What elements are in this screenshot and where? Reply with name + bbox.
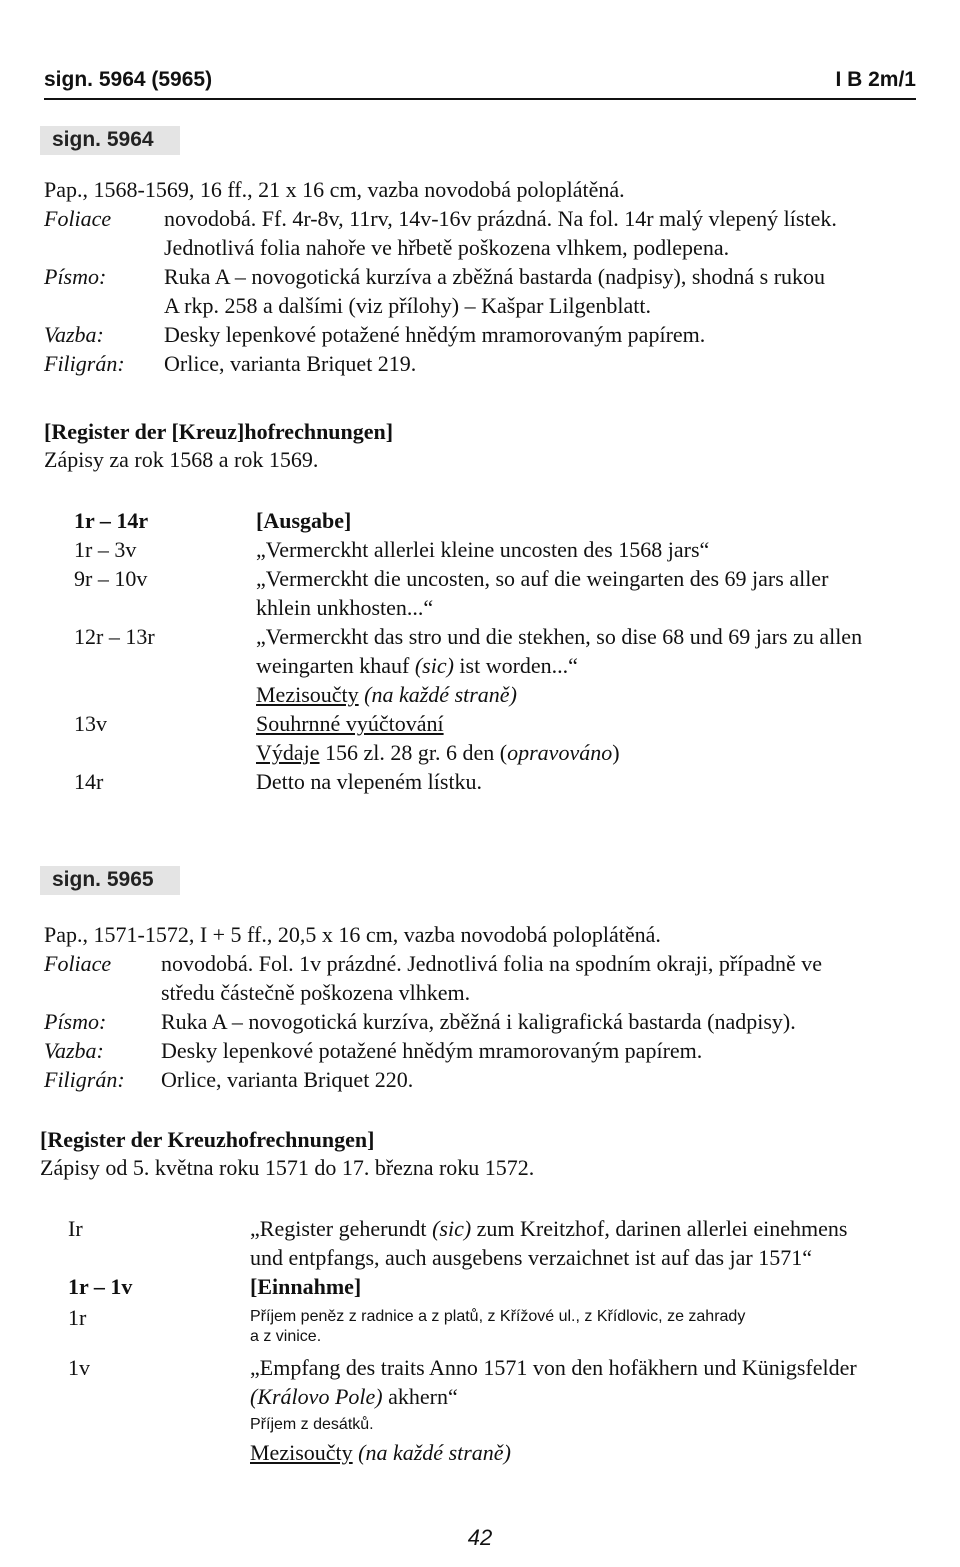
sic-note: (sic): [432, 1216, 472, 1241]
entry-row: [68, 1272, 960, 1301]
pismo-row: [44, 1007, 924, 1036]
expenses-amount: 156 zl. 28 gr. 6 den (: [319, 740, 508, 765]
entry-text: [250, 1214, 960, 1243]
filigran-row: [44, 349, 924, 378]
folio-range: 9r – 10v: [74, 566, 148, 591]
entry-row: [74, 506, 960, 535]
entry-text: Detto na vlepeném lístku.: [256, 769, 483, 794]
header-signature: sign. 5964 (5965): [44, 68, 213, 91]
subtotals-line: [256, 680, 960, 709]
entry-text: Příjem peněz z radnice a z platů, z Křížové ul., z Křídlovic, ze zahrady: [250, 1308, 746, 1325]
folio-range: 14r: [74, 769, 104, 794]
register-heading-5965: [40, 1126, 920, 1182]
foliace-text-1: novodobá. Fol. 1v prázdné. Jednotlivá folia na spodním okraji, případně ve: [161, 951, 823, 976]
place-note: (Královo Pole): [250, 1384, 383, 1409]
entry-text: „Vermerckht die uncosten, so auf die weingarten des 69 jars aller: [256, 566, 829, 591]
filigran-text: Orlice, varianta Briquet 220.: [161, 1067, 414, 1092]
vazba-text: Desky lepenkové potažené hnědým mramorovaným papírem.: [164, 322, 706, 347]
register-title: [Register der [Kreuz]hofrechnungen]: [44, 419, 394, 444]
physical-description: Pap., 1571-1572, I + 5 ff., 20,5 x 16 cm, vazba novodobá poloplátěná.: [44, 922, 661, 947]
pismo-label: Písmo:: [44, 1009, 107, 1034]
entry-row: [68, 1214, 960, 1272]
folio-range: 1r – 1v: [68, 1274, 133, 1299]
filigran-label: Filigrán:: [44, 1067, 125, 1092]
filigran-label: Filigrán:: [44, 351, 125, 376]
entry-text: [250, 1382, 960, 1411]
entry-row: [74, 767, 960, 796]
entry-text: khlein unkhosten...“: [256, 595, 434, 620]
entry-text-part: „Register geherundt: [250, 1216, 433, 1241]
foliace-text-2: středu částečně poškozena vlhkem.: [161, 980, 471, 1005]
header-shelfmark: I B 2m/1: [835, 68, 916, 91]
register-subtitle: Zápisy za rok 1568 a rok 1569.: [44, 447, 319, 472]
foliace-row: [44, 204, 924, 262]
entries-5964: [74, 506, 960, 796]
entry-row: [74, 709, 960, 767]
filigran-row: [44, 1065, 924, 1094]
pismo-text-1: Ruka A – novogotická kurzíva a zběžná bastarda (nadpisy), shodná s rukou: [164, 264, 826, 289]
entry-text: und entpfangs, auch ausgebens verzaichnet ist auf das jar 1571“: [250, 1245, 813, 1270]
entry-text-part: akhern“: [382, 1384, 458, 1409]
folio-range: 1v: [68, 1355, 90, 1380]
expenses-label: Výdaje: [256, 740, 320, 765]
entry-row: [68, 1353, 960, 1467]
entry-text: „Empfang des traits Anno 1571 von den hofäkhern und Künigsfelder: [250, 1355, 857, 1380]
section-tag-5964: sign. 5964: [40, 126, 180, 155]
folio-range: 12r – 13r: [74, 624, 155, 649]
entry-text: „Vermerckht allerlei kleine uncosten des 1568 jars“: [256, 537, 710, 562]
subtotals-note: (na každé straně): [352, 1440, 511, 1465]
foliace-label: Foliace: [44, 206, 112, 231]
entry-row: [74, 535, 960, 564]
register-heading-5964: [44, 418, 924, 474]
subtotals-label: Mezisoučty: [256, 682, 359, 707]
entry-text: Příjem z desátků.: [250, 1416, 374, 1433]
folio-range: Ir: [68, 1216, 83, 1241]
section-tag-5965: sign. 5965: [40, 866, 180, 895]
vazba-row: [44, 320, 924, 349]
pismo-text: Ruka A – novogotická kurzíva, zběžná i kaligrafická bastarda (nadpisy).: [161, 1009, 796, 1034]
filigran-text: Orlice, varianta Briquet 219.: [164, 351, 417, 376]
entry-text: [256, 651, 960, 680]
folio-range: 13v: [74, 711, 107, 736]
entry-text-part: ist worden...“: [453, 653, 578, 678]
foliace-text-1: novodobá. Ff. 4r-8v, 11rv, 14v-16v prázdná. Na fol. 14r malý vlepený lístek.: [164, 206, 837, 231]
register-subtitle: Zápisy od 5. května roku 1571 do 17. března roku 1572.: [40, 1155, 535, 1180]
pismo-text-2: A rkp. 258 a dalšími (viz přílohy) – Kašpar Lilgenblatt.: [164, 293, 651, 318]
subtotals-line: [250, 1438, 960, 1467]
summary-heading: Souhrnné vyúčtování: [256, 711, 444, 736]
vazba-label: Vazba:: [44, 322, 104, 347]
expenses-line: [256, 738, 960, 767]
entry-text: [Einnahme]: [250, 1274, 362, 1299]
entries-5965: [68, 1214, 960, 1467]
vazba-row: [44, 1036, 924, 1065]
entry-text: „Vermerckht das stro und die stekhen, so dise 68 und 69 jars zu allen: [256, 624, 863, 649]
entry-text-part: zum Kreitzhof, darinen allerlei einehmens: [471, 1216, 848, 1241]
description-5964: [44, 175, 924, 378]
page-number: 42: [467, 1525, 493, 1550]
sic-note: (sic): [414, 653, 454, 678]
closing-paren: ): [612, 740, 620, 765]
pismo-row: [44, 262, 924, 320]
entry-text: a z vinice.: [250, 1328, 322, 1345]
entry-text-part: weingarten khauf: [256, 653, 415, 678]
subtotals-label: Mezisoučty: [250, 1440, 353, 1465]
vazba-text: Desky lepenkové potažené hnědým mramorovaným papírem.: [161, 1038, 703, 1063]
subtotals-note: (na každé straně): [358, 682, 517, 707]
vazba-label: Vazba:: [44, 1038, 104, 1063]
folio-range: 1r – 14r: [74, 508, 149, 533]
foliace-label: Foliace: [44, 951, 112, 976]
pismo-label: Písmo:: [44, 264, 107, 289]
entry-row: [74, 622, 960, 709]
foliace-text-2: Jednotlivá folia nahoře ve hřbetě poškozena vlhkem, podlepena.: [164, 235, 730, 260]
running-header: [44, 68, 916, 100]
physical-description: Pap., 1568-1569, 16 ff., 21 x 16 cm, vazba novodobá poloplátěná.: [44, 177, 625, 202]
corrected-note: opravováno: [507, 740, 613, 765]
description-5965: [44, 920, 924, 1094]
entry-row: [74, 564, 960, 622]
folio-range: 1r: [68, 1305, 87, 1330]
entry-row: [68, 1303, 960, 1347]
folio-range: 1r – 3v: [74, 537, 137, 562]
foliace-row: [44, 949, 924, 1007]
entry-text: [Ausgabe]: [256, 508, 352, 533]
register-title: [Register der Kreuzhofrechnungen]: [40, 1127, 375, 1152]
